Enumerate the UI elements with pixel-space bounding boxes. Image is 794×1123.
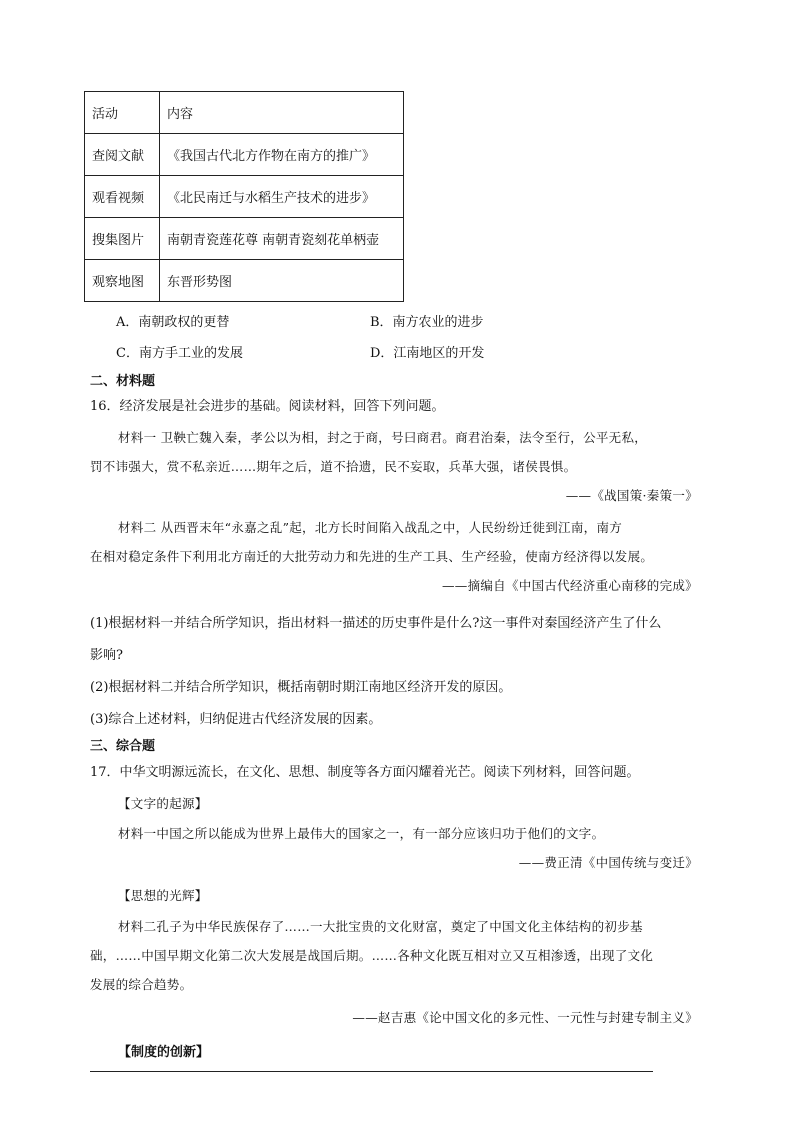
table-cell: 《我国古代北方作物在南方的推广》 bbox=[160, 134, 404, 176]
material-1-source: ——《战国策·秦策一》 bbox=[565, 488, 698, 503]
bottom-divider bbox=[90, 1071, 653, 1072]
table-cell: 搜集图片 bbox=[85, 218, 160, 260]
table-row bbox=[85, 176, 404, 218]
material-17-1: 材料一中国之所以能成为世界上最伟大的国家之一，有一部分应该归功于他们的文字。 bbox=[118, 826, 605, 841]
table-row bbox=[85, 218, 404, 260]
table-cell: 查阅文献 bbox=[85, 134, 160, 176]
question-16-1-line-1: (1)根据材料一并结合所学知识，指出材料一描述的历史事件是什么?这一事件对秦国经济产生了什么 bbox=[90, 616, 662, 631]
material-17-2-line-1: 材料二孔子为中华民族保存了……一大批宝贵的文化财富，奠定了中国文化主体结构的初步基 bbox=[118, 919, 643, 934]
material-1-line-1: 材料一 卫鞅亡魏入秦，孝公以为相，封之于商，号曰商君。商君治秦，法令至行，公平无私， bbox=[118, 430, 648, 445]
subheading-writing-origin: 【文字的起源】 bbox=[118, 796, 208, 811]
section-heading-materials: 二、材料题 bbox=[90, 374, 156, 389]
section-heading-comprehensive: 三、综合题 bbox=[90, 739, 156, 754]
option-a: A．南朝政权的更替 bbox=[116, 315, 230, 330]
subheading-institution: 【制度的创新】 bbox=[118, 1045, 210, 1060]
option-b: B．南方农业的进步 bbox=[370, 315, 484, 330]
table-cell: 观看视频 bbox=[85, 176, 160, 218]
material-1-line-2: 罚不讳强大，赏不私亲近……期年之后，道不拾遗，民不妄取，兵革大强，诸侯畏惧。 bbox=[90, 459, 577, 474]
subheading-thought: 【思想的光辉】 bbox=[118, 888, 208, 903]
activity-table bbox=[84, 91, 404, 302]
material-17-2-source: ——赵吉惠《论中国文化的多元性、一元性与封建专制主义》 bbox=[352, 1010, 698, 1025]
option-c: C．南方手工业的发展 bbox=[116, 346, 243, 361]
table-cell: 活动 bbox=[85, 92, 160, 134]
table-row bbox=[85, 260, 404, 302]
question-16-3: (3)综合上述材料，归纳促进古代经济发展的因素。 bbox=[90, 712, 382, 727]
table-cell: 南朝青瓷莲花尊 南朝青瓷刻花单柄壶 bbox=[160, 218, 404, 260]
material-17-2-line-3: 发展的综合趋势。 bbox=[90, 977, 193, 992]
material-2-line-2: 在相对稳定条件下利用北方南迁的大批劳动力和先进的生产工具、生产经验，使南方经济得以发展。 bbox=[90, 549, 654, 564]
table-cell: 观察地图 bbox=[85, 260, 160, 302]
material-17-1-source: ——费正清《中国传统与变迁》 bbox=[518, 855, 698, 870]
material-2-source: ——摘编自《中国古代经济重心南移的完成》 bbox=[441, 578, 698, 593]
question-16-2: (2)根据材料二并结合所学知识，概括南朝时期江南地区经济开发的原因。 bbox=[90, 680, 512, 695]
material-2-line-1: 材料二 从西晋末年“永嘉之乱”起，北方长时间陷入战乱之中，人民纷纷迁徙到江南，南方 bbox=[118, 520, 623, 535]
table-cell: 《北民南迁与水稻生产技术的进步》 bbox=[160, 176, 404, 218]
table-cell: 内容 bbox=[160, 92, 404, 134]
question-17-stem: 17．中华文明源远流长，在文化、思想、制度等各方面闪耀着光芒。阅读下列材料，回答问题。 bbox=[90, 765, 640, 780]
material-17-2-line-2: 础，……中国早期文化第二次大发展是战国后期。……各种文化既互相对立又互相渗透，出现了文化 bbox=[90, 948, 654, 963]
table-cell: 东晋形势图 bbox=[160, 260, 404, 302]
table-row bbox=[85, 134, 404, 176]
option-d: D．江南地区的开发 bbox=[370, 346, 485, 361]
question-16-1-line-2: 影响? bbox=[90, 648, 123, 663]
question-16-stem: 16．经济发展是社会进步的基础。阅读材料，回答下列问题。 bbox=[90, 399, 445, 414]
table-row bbox=[85, 92, 404, 134]
